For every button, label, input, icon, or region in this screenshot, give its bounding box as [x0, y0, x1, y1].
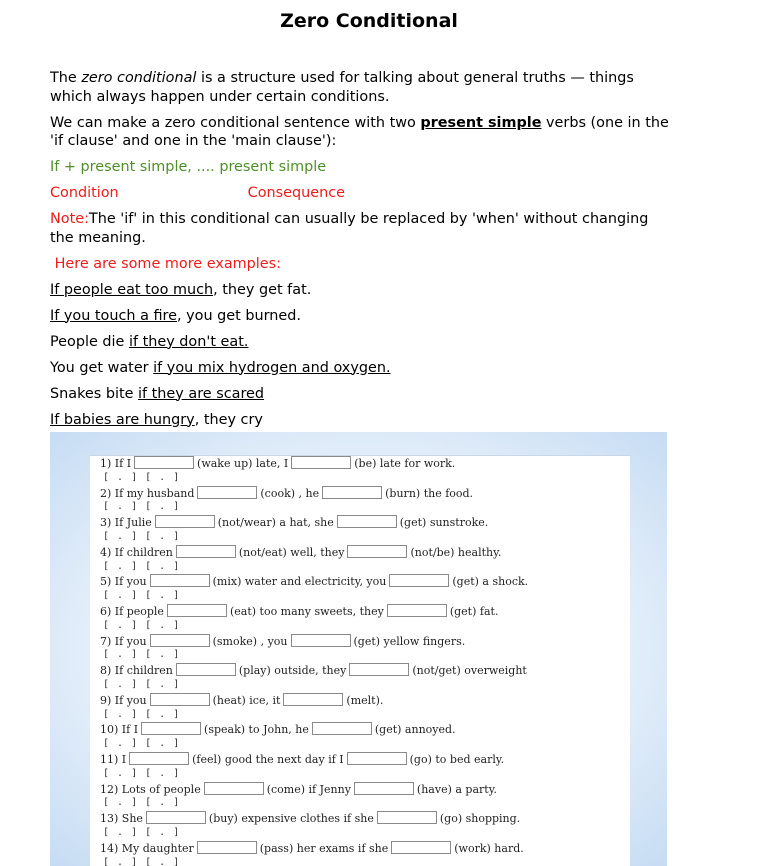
- lesson-content: [50, 69, 675, 437]
- exercise-end: (go) to bed early.: [409, 752, 505, 766]
- exercise-item: [90, 515, 630, 530]
- exercise-middle: (mix) water and electricity, you: [212, 575, 387, 589]
- example-text: You get water: [50, 359, 154, 376]
- exercise-item: [90, 722, 630, 737]
- exercise-end: (get) a shock.: [452, 575, 529, 589]
- example-sentence: [50, 359, 675, 378]
- exercise-item: [90, 693, 630, 708]
- exercise-middle: (heat) ice, it: [212, 693, 281, 707]
- present-simple-link[interactable]: present simple: [420, 114, 542, 131]
- example-sentence: [50, 333, 675, 352]
- check-buttons[interactable]: [ . ] [ . ]: [103, 560, 181, 572]
- answer-box[interactable]: [197, 486, 257, 499]
- exercise-prompt: 2) If my husband: [100, 486, 195, 500]
- exercise-prompt: 3) If Julie: [100, 516, 152, 530]
- condition-label: Condition: [50, 185, 119, 201]
- check-buttons[interactable]: [ . ] [ . ]: [103, 767, 181, 779]
- exercise-middle: (feel) good the next day if I: [192, 752, 344, 766]
- exercise-list: [90, 456, 630, 866]
- check-buttons[interactable]: [ . ] [ . ]: [103, 738, 181, 750]
- exercise-item: [90, 634, 630, 649]
- example-text: , they get fat.: [213, 281, 312, 298]
- exercise-image: [50, 432, 667, 866]
- exercise-prompt: 8) If children: [100, 664, 173, 678]
- example-underlined: If you touch a fire: [50, 307, 177, 324]
- answer-box[interactable]: [377, 811, 437, 824]
- check-buttons[interactable]: [ . ] [ . ]: [103, 530, 181, 542]
- intro-emphasis: zero conditional: [81, 70, 197, 86]
- exercise-middle: (eat) too many sweets, they: [229, 604, 384, 618]
- exercise-end: (be) late for work.: [354, 457, 456, 470]
- exercise-end: (go) shopping.: [439, 812, 521, 826]
- formula: If + present simple, .... present simple: [50, 159, 327, 175]
- answer-box[interactable]: [176, 545, 236, 558]
- check-buttons[interactable]: [ . ] [ . ]: [103, 619, 181, 631]
- exercise-end: (work) hard.: [454, 841, 524, 855]
- intro-text: is a structure used for talking about general truths — things which always happen under certain conditions.: [50, 70, 634, 105]
- exercise-prompt: 9) If you: [100, 693, 147, 707]
- exercise-middle: (smoke) , you: [212, 634, 288, 648]
- answer-box[interactable]: [197, 841, 257, 854]
- answer-box[interactable]: [347, 752, 407, 765]
- exercise-middle: (not/wear) a hat, she: [217, 516, 334, 530]
- exercise-sheet: [90, 455, 630, 866]
- answer-box[interactable]: [391, 841, 451, 854]
- examples-heading: Here are some more examples:: [50, 255, 282, 272]
- exercise-end: (get) fat.: [449, 604, 499, 618]
- exercise-prompt: 4) If children: [100, 545, 173, 559]
- exercise-prompt: 10) If I: [100, 723, 139, 737]
- answer-box[interactable]: [291, 456, 351, 469]
- exercise-end: (get) yellow fingers.: [353, 634, 466, 648]
- exercise-end: (not/get) overweight: [412, 664, 527, 678]
- exercise-item: [90, 456, 630, 471]
- consequence-label: Consequence: [247, 185, 345, 201]
- answer-box[interactable]: [291, 634, 351, 647]
- answer-box[interactable]: [155, 515, 215, 528]
- answer-box[interactable]: [141, 722, 201, 735]
- exercise-item: [90, 486, 630, 501]
- check-buttons[interactable]: [ . ] [ . ]: [103, 471, 181, 483]
- answer-box[interactable]: [150, 693, 210, 706]
- check-buttons[interactable]: [ . ] [ . ]: [103, 501, 181, 513]
- exercise-end: (burn) the food.: [385, 486, 474, 500]
- answer-box[interactable]: [150, 574, 210, 587]
- structure-text: verbs (one in the 'if clause' and one in the 'main clause'):: [50, 114, 669, 149]
- note: [50, 210, 675, 247]
- check-buttons[interactable]: [ . ] [ . ]: [103, 649, 181, 661]
- page-title: Zero Conditional: [280, 10, 458, 32]
- exercise-item: [90, 752, 630, 767]
- answer-box[interactable]: [387, 604, 447, 617]
- answer-box[interactable]: [204, 782, 264, 795]
- example-underlined: if they don't eat.: [128, 333, 249, 350]
- answer-box[interactable]: [349, 663, 409, 676]
- answer-box[interactable]: [176, 663, 236, 676]
- check-buttons[interactable]: [ . ] [ . ]: [103, 797, 181, 809]
- answer-box[interactable]: [337, 515, 397, 528]
- exercise-prompt: 6) If people: [100, 604, 164, 618]
- answer-box[interactable]: [283, 693, 343, 706]
- exercise-end: (have) a party.: [416, 782, 497, 796]
- exercise-middle: (come) if Jenny: [266, 782, 351, 796]
- exercise-item: [90, 545, 630, 560]
- check-buttons[interactable]: [ . ] [ . ]: [103, 856, 181, 866]
- answer-box[interactable]: [134, 456, 194, 469]
- exercise-prompt: 13) She: [100, 812, 143, 826]
- exercise-item: [90, 663, 630, 678]
- note-label: Note:: [50, 211, 89, 227]
- exercise-prompt: 11) I: [100, 752, 127, 766]
- intro-text: The: [50, 70, 82, 86]
- intro-paragraph: [50, 69, 675, 106]
- example-text: , you get burned.: [177, 307, 301, 324]
- example-sentence: [50, 411, 675, 430]
- example-text: People die: [50, 333, 129, 350]
- example-text: Snakes bite: [50, 385, 139, 402]
- exercise-middle: (speak) to John, he: [204, 723, 309, 737]
- exercise-end: (melt).: [346, 693, 384, 707]
- exercise-item: [90, 604, 630, 619]
- exercise-item: [90, 811, 630, 826]
- answer-box[interactable]: [146, 811, 206, 824]
- check-buttons[interactable]: [ . ] [ . ]: [103, 708, 181, 720]
- answer-box[interactable]: [389, 574, 449, 587]
- example-underlined: If people eat too much: [50, 281, 214, 298]
- answer-box[interactable]: [354, 782, 414, 795]
- answer-box[interactable]: [150, 634, 210, 647]
- example-text: , they cry: [194, 411, 263, 428]
- answer-box[interactable]: [312, 722, 372, 735]
- example-underlined: If babies are hungry: [50, 411, 195, 428]
- exercise-middle: (pass) her exams if she: [259, 841, 389, 855]
- example-underlined: if you mix hydrogen and oxygen.: [153, 359, 391, 376]
- check-buttons[interactable]: [ . ] [ . ]: [103, 678, 181, 690]
- check-buttons[interactable]: [ . ] [ . ]: [103, 590, 181, 602]
- exercise-middle: (buy) expensive clothes if she: [208, 812, 374, 826]
- exercise-prompt: 7) If you: [100, 634, 147, 648]
- example-sentence: [50, 307, 675, 326]
- exercise-item: [90, 782, 630, 797]
- exercise-end: (get) sunstroke.: [399, 516, 489, 530]
- exercise-middle: (play) outside, they: [238, 664, 347, 678]
- exercise-middle: (wake up) late, I: [197, 457, 289, 470]
- structure-paragraph: [50, 114, 675, 151]
- exercise-middle: (cook) , he: [260, 486, 320, 500]
- exercise-item: [90, 574, 630, 589]
- answer-box[interactable]: [347, 545, 407, 558]
- answer-box[interactable]: [167, 604, 227, 617]
- exercise-prompt: 14) My daughter: [100, 841, 194, 855]
- exercise-item: [90, 841, 630, 856]
- example-sentence: [50, 385, 675, 404]
- example-underlined: if they are scared: [138, 385, 265, 402]
- formula-labels: [50, 184, 675, 203]
- answer-box[interactable]: [322, 486, 382, 499]
- check-buttons[interactable]: [ . ] [ . ]: [103, 826, 181, 838]
- note-text: The 'if' in this conditional can usually be replaced by 'when' without changing the meaning.: [50, 211, 649, 246]
- example-sentence: [50, 281, 675, 300]
- exercise-middle: (not/eat) well, they: [238, 545, 345, 559]
- exercise-end: (not/be) healthy.: [410, 545, 502, 559]
- exercise-end: (get) annoyed.: [374, 723, 456, 737]
- structure-text: We can make a zero conditional sentence with two: [50, 114, 421, 131]
- exercise-prompt: 1) If I: [100, 457, 132, 470]
- exercise-prompt: 12) Lots of people: [100, 782, 201, 796]
- exercise-prompt: 5) If you: [100, 575, 147, 589]
- answer-box[interactable]: [129, 752, 189, 765]
